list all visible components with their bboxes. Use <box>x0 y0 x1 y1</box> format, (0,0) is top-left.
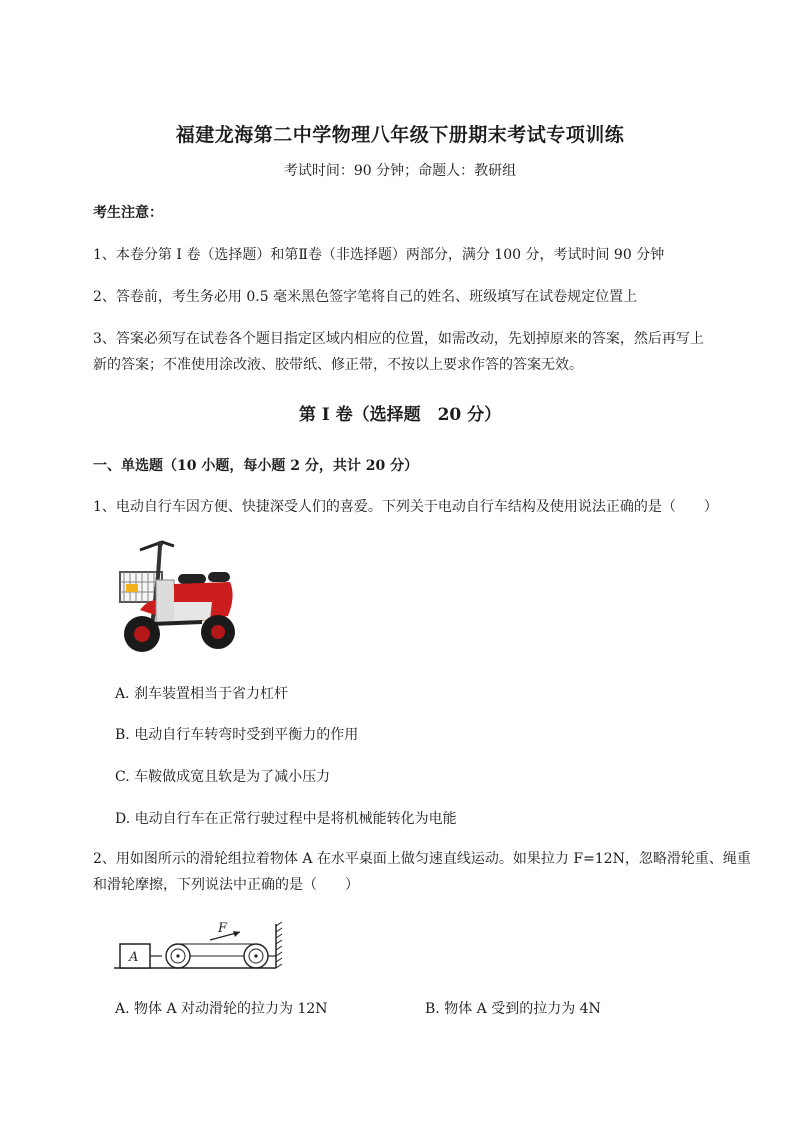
question-1-option-a: A. 刹车装置相当于省力杠杆 <box>115 686 289 702</box>
force-label: F <box>218 921 228 936</box>
electric-bike-image <box>112 532 242 662</box>
notice-item-1: 1、本卷分第 I 卷（选择题）和第Ⅱ卷（非选择题）两部分，满分 100 分，考试时间 90 分钟 <box>93 247 665 263</box>
notice-item-3: 3、答案必须写在试卷各个题目指定区域内相应的位置，如需改动，先划掉原来的答案，然后再写上新的答案；不准使用涂改液、胶带纸、修正带，不按以上要求作答的答案无效。 <box>93 331 704 373</box>
question-2-option-a: A. 物体 A 对动滑轮的拉力为 12N <box>115 1001 328 1017</box>
block-label: A <box>129 950 139 965</box>
notice-item-2: 2、答卷前，考生务必用 0.5 毫米黑色签字笔将自己的姓名、班级填写在试卷规定位置上 <box>93 289 638 305</box>
question-1-option-c: C. 车鞍做成宽且软是为了减小压力 <box>115 769 331 785</box>
question-1-option-b: B. 电动自行车转弯时受到平衡力的作用 <box>115 727 359 743</box>
question-1-option-d: D. 电动自行车在正常行驶过程中是将机械能转化为电能 <box>115 811 457 827</box>
exam-subtitle: 考试时间：90 分钟；命题人：教研组 <box>283 163 517 179</box>
pulley-diagram <box>112 920 284 974</box>
exam-title: 福建龙海第二中学物理八年级下册期末考试专项训练 <box>175 124 625 146</box>
question-2-stem: 2、用如图所示的滑轮组拉着物体 A 在水平桌面上做匀速直线运动。如果拉力 F=12N，忽略滑轮重、绳重和滑轮摩擦，下列说法中正确的是（ ） <box>93 851 751 893</box>
section-title: 第 I 卷（选择题 20 分） <box>298 405 502 425</box>
group-heading: 一、单选题（10 小题，每小题 2 分，共计 20 分） <box>93 458 419 474</box>
question-1-stem: 1、电动自行车因方便、快捷深受人们的喜爱。下列关于电动自行车结构及使用说法正确的是（ ） <box>93 499 718 515</box>
question-2-option-b: B. 物体 A 受到的拉力为 4N <box>425 1001 601 1017</box>
notice-heading: 考生注意： <box>93 205 163 221</box>
